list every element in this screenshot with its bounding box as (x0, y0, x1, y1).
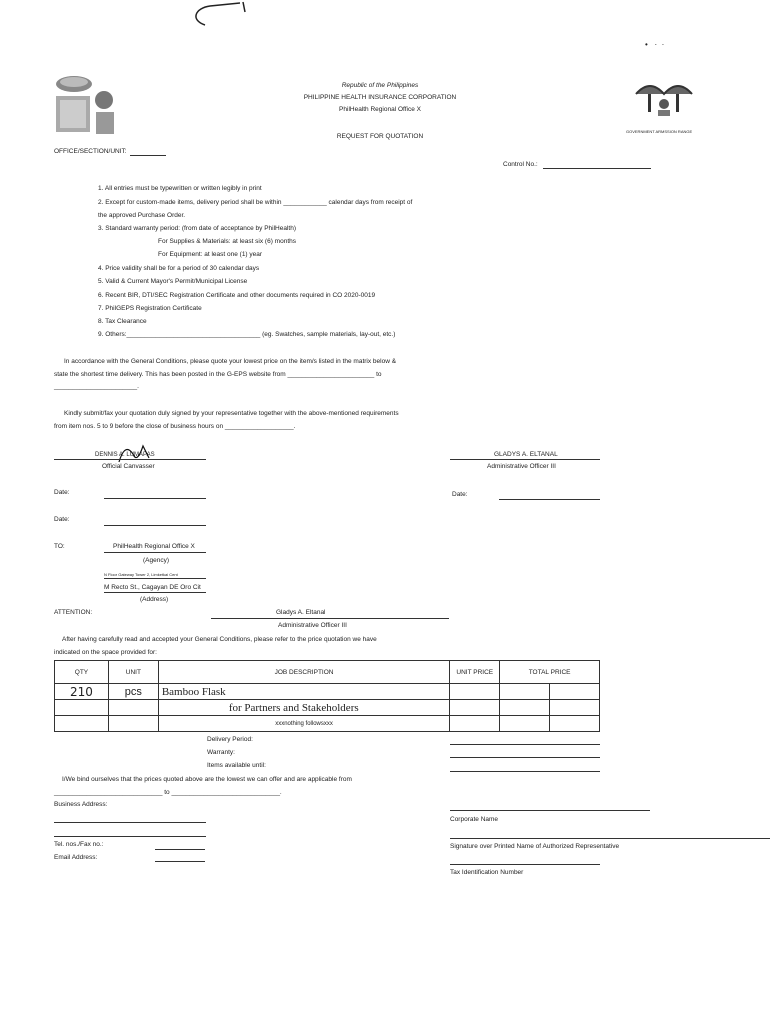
business-address-line-2[interactable] (54, 836, 206, 837)
pen-scribble (185, 0, 255, 30)
canvasser-title: Official Canvasser (102, 463, 155, 470)
total-price-header: TOTAL PRICE (500, 661, 600, 684)
row1-description: Bamboo Flask (158, 684, 449, 700)
control-no-label: Control No.: (503, 161, 538, 168)
signature-line[interactable] (450, 838, 770, 839)
row2-description: for Partners and Stakeholders (158, 700, 449, 716)
date-field-1[interactable] (104, 498, 206, 499)
address-line-2 (104, 592, 206, 593)
description-header: JOB DESCRIPTION (158, 661, 449, 684)
instruction-6: 6. Recent BIR, DTI/SEC Registration Certificate and other documents required in CO 2020-0019 (98, 292, 376, 299)
row1-total-b[interactable] (550, 684, 600, 700)
email-label: Email Address: (54, 854, 98, 861)
office-unit-label: OFFICE/SECTION/UNIT: (54, 148, 127, 155)
tin-line[interactable] (450, 864, 600, 865)
items-available-field[interactable] (450, 771, 600, 772)
date-field-3[interactable] (499, 499, 600, 500)
date-label-2: Date: (54, 516, 70, 523)
row1-total-a[interactable] (500, 684, 550, 700)
address-value: M Recto St., Cagayan DE Oro Cit (104, 584, 201, 591)
instruction-2-cont: the approved Purchase Order. (98, 212, 186, 219)
instruction-4: 4. Price validity shall be for a period of 30 calendar days (98, 265, 260, 272)
date-field-2[interactable] (104, 525, 206, 526)
seal-caption: GOVERNMENT ARMSSION RANGE (626, 129, 693, 134)
tel-fax-field[interactable] (155, 849, 205, 850)
posting-period-text: state the shortest time delivery. This has been posted in the G-EPS website from ________________________ to (54, 371, 382, 378)
table-header-row (55, 661, 600, 684)
signature-label: Signature over Printed Name of Authorized Representative (450, 843, 620, 850)
qty-header: QTY (55, 661, 109, 684)
government-seal-logo (628, 78, 698, 126)
row1-unit-price[interactable] (450, 684, 500, 700)
submit-instruction-text: Kindly submit/fax your quotation duly signed by your representative together with the above-mentioned requirements (64, 410, 399, 417)
control-no-field[interactable] (543, 168, 651, 169)
tin-label: Tax Identification Number (450, 869, 524, 876)
submit-deadline-text: from item nos. 5 to 9 before the close of business hours on ___________________. (54, 423, 296, 430)
unit-price-header: UNIT PRICE (450, 661, 500, 684)
instruction-9: 9. Others:_____________________________________ (eg. Swatches, sample materials, lay-out, etc.) (98, 331, 396, 338)
admin-officer-signature-line (450, 459, 600, 460)
address-value-small: N Floor Gateway Tower 2, Limketkai Cent (104, 572, 178, 577)
quotation-table (54, 660, 600, 732)
admin-officer-title: Administrative Officer III (487, 463, 556, 470)
address-line-1 (104, 578, 206, 579)
row3-total-b (550, 716, 600, 732)
office-unit-field[interactable] (130, 155, 166, 156)
unit-header: UNIT (108, 661, 158, 684)
email-field[interactable] (155, 861, 205, 862)
instruction-3: 3. Standard warranty period: (from date of acceptance by PhilHealth) (98, 225, 296, 232)
attention-title: Administrative Officer III (278, 622, 347, 629)
corporation-name: PHILIPPINE HEALTH INSURANCE CORPORATION (303, 94, 457, 101)
row2-total-b[interactable] (550, 700, 600, 716)
table-row (55, 716, 600, 732)
table-row (55, 700, 600, 716)
items-available-label: Items available until: (207, 762, 266, 769)
date-label-3: Date: (452, 491, 468, 498)
warranty-field[interactable] (450, 757, 600, 758)
republic-line: Republic of the Philippines (341, 82, 419, 89)
regional-office: PhilHealth Regional Office X (339, 106, 421, 113)
attention-name: Gladys A. Eltanal (276, 609, 326, 616)
row3-unit (108, 716, 158, 732)
nothing-follows: xxxnothing followsxxx (158, 716, 449, 732)
canvasser-name: DENNIS A. LUMAPAS (95, 452, 155, 458)
binding-statement: I/We bind ourselves that the prices quoted above are the lowest we can offer and are applicable from (62, 776, 352, 783)
instruction-3-equipment: For Equipment: at least one (1) year (158, 251, 263, 258)
delivery-period-field[interactable] (450, 744, 600, 745)
row3-unit-price (450, 716, 500, 732)
instruction-7: 7. PhilGEPS Registration Certificate (98, 305, 202, 312)
philhealth-logo (52, 74, 124, 136)
instruction-5: 5. Valid & Current Mayor's Permit/Municipal License (98, 278, 248, 285)
document-title: REQUEST FOR QUOTATION (336, 133, 424, 140)
table-row (55, 684, 600, 700)
row2-unit-price[interactable] (450, 700, 500, 716)
attention-line (211, 618, 449, 619)
canvasser-signature-line (54, 459, 206, 460)
business-address-label: Business Address: (54, 801, 108, 808)
provided-space-text: indicated on the space provided for: (54, 649, 157, 656)
agency-caption: (Agency) (143, 557, 170, 564)
row2-qty (55, 700, 109, 716)
instruction-8: 8. Tax Clearance (98, 318, 147, 325)
to-label: TO: (54, 543, 65, 550)
instruction-1: 1. All entries must be typewritten or written legibly in print (98, 185, 262, 192)
scan-dots: • · · (645, 40, 665, 49)
address-caption: (Address) (140, 596, 169, 603)
corporate-name-label: Corporate Name (450, 816, 499, 823)
tel-fax-label: Tel. nos./Fax no.: (54, 841, 104, 848)
instruction-2: 2. Except for custom-made items, delivery period shall be within ____________ calendar days from receipt of (98, 199, 413, 206)
warranty-label: Warranty: (207, 749, 235, 756)
business-address-line-1[interactable] (54, 822, 206, 823)
row2-total-a[interactable] (500, 700, 550, 716)
delivery-period-label: Delivery Period: (207, 736, 253, 743)
row2-unit (108, 700, 158, 716)
agency-line (104, 552, 206, 553)
price-quotation-text: After having carefully read and accepted your General Conditions, please refer to the price quotation we have (62, 636, 377, 643)
corporate-name-line[interactable] (450, 810, 650, 811)
row1-unit: pcs (108, 684, 158, 700)
row3-qty (55, 716, 109, 732)
posting-period-end: _______________________. (54, 383, 139, 390)
instruction-3-supplies: For Supplies & Materials: at least six (6) months (158, 238, 296, 245)
attention-label: ATTENTION: (54, 609, 93, 616)
row1-qty: 210 (55, 684, 109, 700)
date-label-1: Date: (54, 489, 70, 496)
admin-officer-name: GLADYS A. ELTANAL (494, 451, 558, 458)
binding-date-range: ______________________________ to ______________________________. (54, 789, 282, 796)
agency-value: PhilHealth Regional Office X (113, 543, 195, 550)
row3-total-a (500, 716, 550, 732)
general-conditions-text: In accordance with the General Conditions, please quote your lowest price on the item/s listed in the matrix below & (64, 358, 397, 365)
